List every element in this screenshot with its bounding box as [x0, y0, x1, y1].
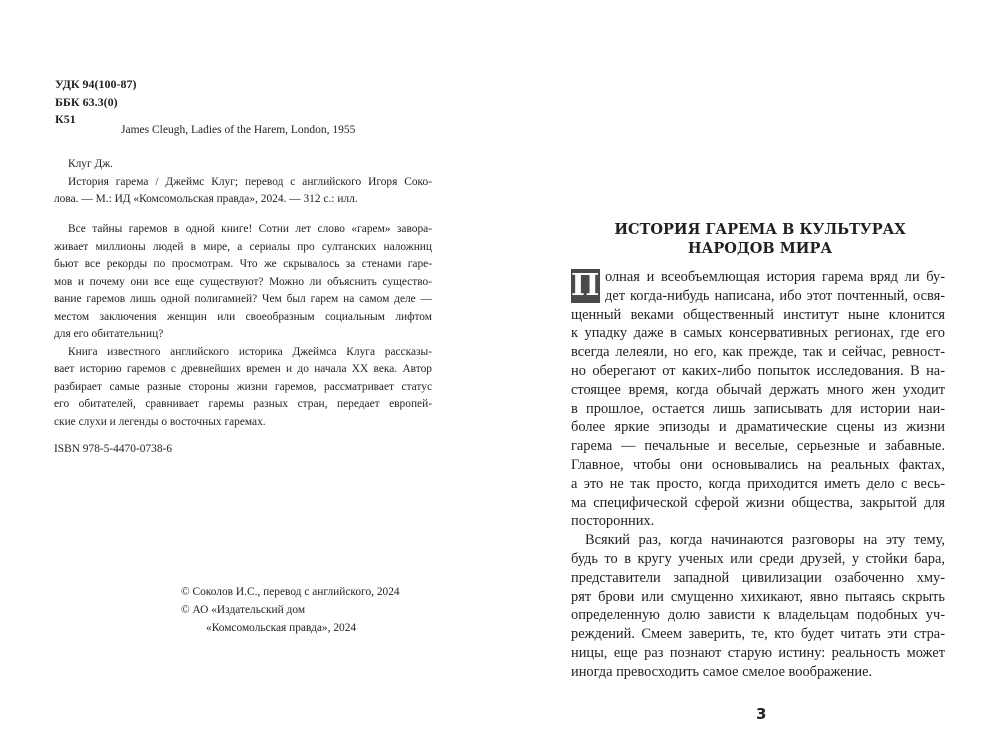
body-line: гарема — печальные и веселые, серьезные и забавные.	[571, 438, 945, 455]
body-line: ма специфической сферой жизни общества, закрытой для	[571, 494, 945, 511]
body-line: щенный веками общественный институт ныне клонится	[571, 306, 945, 323]
annotation-line: местом заключения женщин или своеобразным социальным лифтом	[54, 310, 432, 323]
copyright-line: © Соколов И.С., перевод с английского, 2024	[181, 586, 400, 598]
body-line: будь то в кругу ученых или среди друзей, у стойки бара,	[571, 550, 945, 567]
annotation-line: вание гаремов лишь одной полигамией? Чем был гарем на самом деле —	[54, 293, 432, 305]
body-line: посторонних.	[571, 513, 655, 530]
original-title: James Cleugh, Ladies of the Harem, London, 1955	[121, 124, 356, 136]
copyright-block	[181, 583, 400, 637]
body-line: стоящее время, когда обычай держать много жен уходит	[571, 381, 945, 398]
annotation-line: Все тайны гаремов в одной книге! Сотни лет слово «гарем» завора-	[68, 223, 432, 235]
body-line: всегда лелеяли, но его, как прежде, так и сейчас, ревност-	[571, 344, 945, 361]
page-number: 3	[756, 705, 767, 723]
body-line: представители западной цивилизации озабоченно хму-	[571, 569, 945, 586]
annotation-line: ские слухи и легенды о восточных гаремах.	[54, 415, 266, 428]
body-line: дет когда-нибудь написана, ибо этот почтенный, освя-	[605, 287, 945, 304]
body-line: иногда превосходить самое смелое воображение.	[571, 663, 873, 680]
body-line: более яркие эпизоды и драматические сцены из жизни	[571, 419, 945, 436]
annotation-line: вает историю гаремов с древнейших времен и до начала XX века. Автор	[54, 363, 432, 375]
isbn: ISBN 978-5-4470-0738-6	[54, 443, 173, 455]
udc-code: УДК 94(100-87)	[55, 77, 137, 91]
body-line: к упадку даже в самых консервативных регионах, где его	[571, 325, 945, 342]
biblio-line: История гарема / Джеймс Клуг; перевод с английского Игоря Соко-	[68, 175, 432, 188]
annotation-line: живает миллионы людей в мире, а сериалы про султанских наложниц	[54, 240, 432, 253]
annotation-line: мов и почему они все еще существуют? Можно ли объяснить существо-	[54, 275, 432, 288]
chapter-page	[500, 0, 1000, 750]
body-line: реждений. Смеем заверить, те, кто будет читать эти стра-	[571, 626, 945, 643]
annotation	[54, 221, 432, 431]
copyright-line: © АО «Издательский дом	[181, 604, 306, 616]
body-line: ницы, еще раз познают старую истину: реальность может	[571, 644, 945, 661]
annotation-line: бьют все рекорды по просмотрам. Что же скрывалось за стенами гаре-	[54, 258, 432, 270]
biblio-line: лова. — М.: ИД «Комсомольская правда», 2024. — 312 с.: илл.	[54, 193, 358, 205]
body-line: но оберегают от каких-либо попыток исследования. В на-	[571, 362, 945, 379]
author-sign: К51	[55, 112, 76, 126]
drop-cap: П	[571, 268, 600, 303]
chapter-body	[571, 268, 945, 682]
body-line: а это не так просто, когда приходится иметь дело с весь-	[571, 475, 945, 492]
biblio-author: Клуг Дж.	[68, 158, 113, 170]
body-line: в прошлое, остается лишь записывать для истории наи-	[571, 400, 945, 417]
classification-codes	[55, 76, 137, 129]
body-line: определенную долю зависти к владельцам подобных уч-	[571, 607, 945, 624]
copyright-line: «Комсомольская правда», 2024	[206, 622, 357, 634]
body-line: Главное, чтобы они основывались на реальных фактах,	[571, 456, 945, 473]
chapter-title-line: НАРОДОВ МИРА	[687, 240, 833, 257]
annotation-line: для его обитательниц?	[54, 328, 164, 340]
bibliographic-record	[54, 156, 432, 209]
annotation-line: его обитателей, сравнивает гаремы разных стран, передает европей-	[54, 398, 432, 410]
annotation-line: разбирает самые разные стороны жизни гаремов, рассматривает статус	[54, 380, 432, 393]
chapter-title	[560, 220, 960, 258]
chapter-title-line: ИСТОРИЯ ГАРЕМА В КУЛЬТУРАХ	[614, 221, 906, 238]
body-line: рят брови или смущенно хихикают, явно пытаясь скрыть	[571, 588, 945, 605]
body-line-text: олная и всеобъемлющая история гарема вряд ли бу-	[605, 269, 945, 285]
body-line: Всякий раз, когда начинаются разговоры на эту тему,	[585, 532, 945, 549]
annotation-line: Книга известного английского историка Джеймса Клуга рассказы-	[68, 345, 432, 358]
bbk-code: ББК 63.3(0)	[55, 94, 118, 109]
